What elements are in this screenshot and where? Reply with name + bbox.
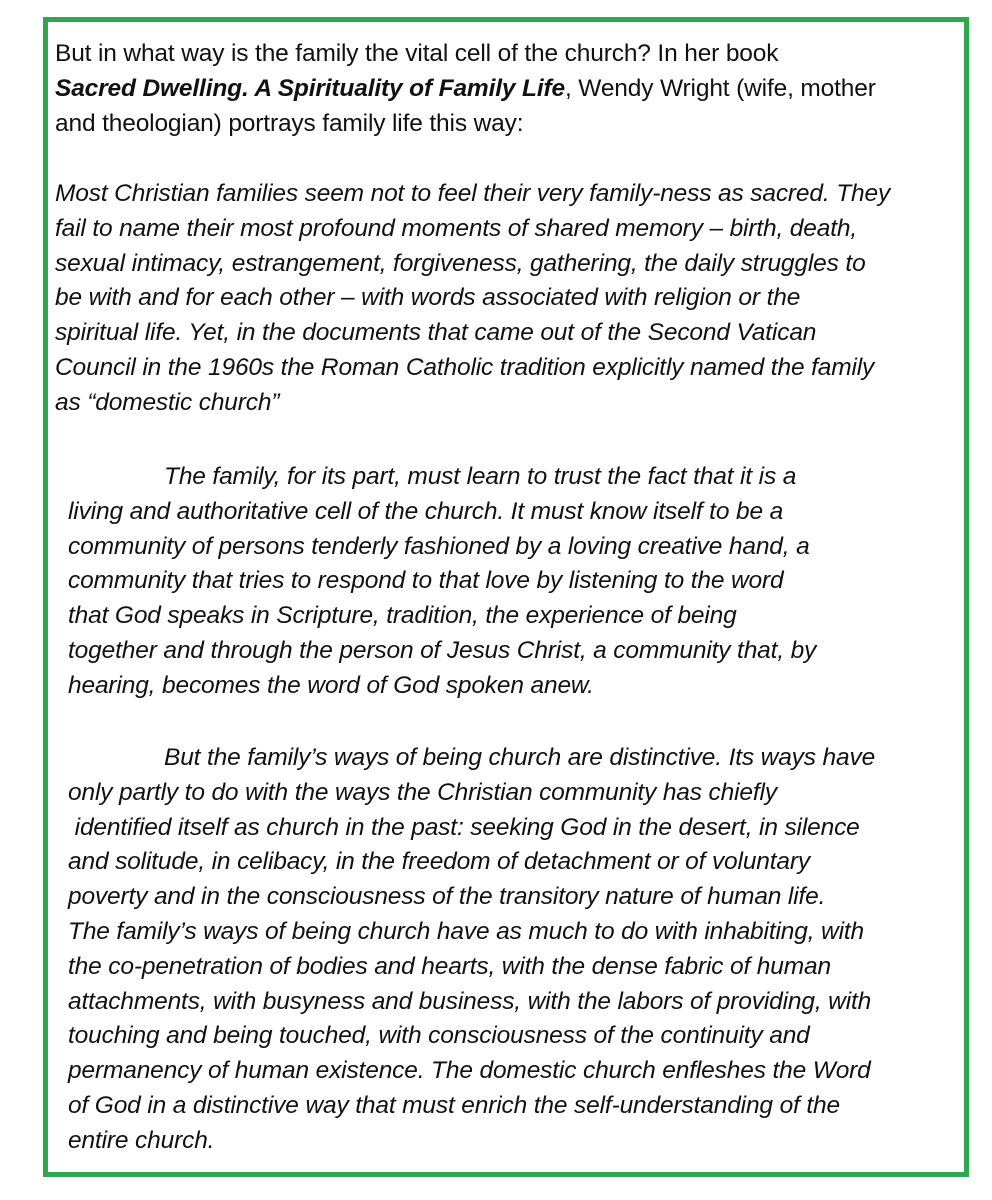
quote2-line: community that tries to respond to that love by listening to the word [68,567,784,595]
quote1-line: Most Christian families seem not to feel their very family-ness as sacred. They [55,180,891,207]
quote1-line: as “domestic church” [55,388,280,416]
quote3-line: of God in a distinctive way that must enrich the self-understanding of the [68,1091,840,1119]
intro-line-2 [55,72,876,107]
quote2-line: together and through the person of Jesus Christ, a community that, by [68,636,817,664]
quote3-line: and solitude, in celibacy, in the freedom of detachment or of voluntary [68,848,811,876]
quote2-line: The family, for its part, must learn to trust the fact that it is a [164,463,797,490]
book-title: Sacred Dwelling. A Spirituality of Family Life [55,74,565,102]
quote3-line: permanency of human existence. The domestic church enfleshes the Word [68,1057,871,1085]
quote3-line: But the family’s ways of being church are distinctive. Its ways have [164,744,876,771]
intro-paragraph [55,37,876,141]
quote3-line: only partly to do with the ways the Christian community has chiefly [68,778,777,806]
quote2-line: community of persons tenderly fashioned by a loving creative hand, a [68,532,810,560]
quote2-line: hearing, becomes the word of God spoken anew. [68,671,594,699]
quote1-line: spiritual life. Yet, in the documents that came out of the Second Vatican [55,319,817,347]
quote3-line: touching and being touched, with consciousness of the continuity and [68,1022,810,1050]
quote1-line: be with and for each other – with words associated with religion or the [55,284,801,312]
quote3-line: identified itself as church in the past: seeking God in the desert, in silence [68,813,860,841]
quote-paragraph-1 [55,177,890,421]
quote2-line: living and authoritative cell of the church. It must know itself to be a [68,497,784,525]
quote3-line: attachments, with busyness and business, with the labors of providing, with [68,987,872,1015]
intro-line-2-rest: , Wendy Wright (wife, mother [564,74,876,102]
quote-paragraph-3 [68,741,875,1159]
quote3-line: entire church. [68,1126,215,1154]
quote2-line: that God speaks in Scripture, tradition, the experience of being [68,602,737,630]
quote1-line: Council in the 1960s the Roman Catholic tradition explicitly named the family [55,353,875,381]
quote-paragraph-2 [68,460,816,704]
quote3-line: the co-penetration of bodies and hearts, with the dense fabric of human [68,952,831,980]
intro-line-3: and theologian) portrays family life this way: [55,109,524,137]
intro-line-1: But in what way is the family the vital cell of the church? In her book [55,40,779,67]
quote1-line: sexual intimacy, estrangement, forgiveness, gathering, the daily struggles to [55,249,866,277]
quote3-line: poverty and in the consciousness of the transitory nature of human life. [68,883,826,911]
quote1-line: fail to name their most profound moments of shared memory – birth, death, [55,214,858,242]
quote3-line: The family’s ways of being church have as much to do with inhabiting, with [68,917,865,945]
